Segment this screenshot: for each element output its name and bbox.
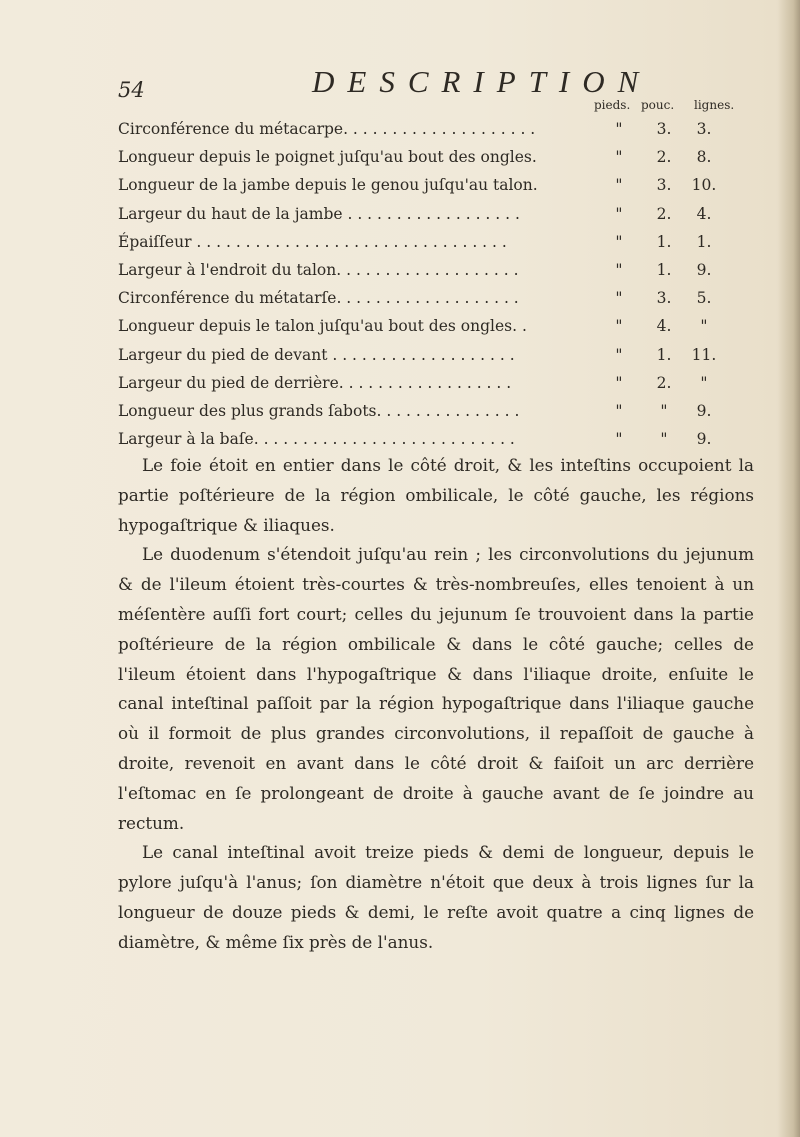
measurement-lines: 4. [696,204,712,223]
measurement-feet: " [615,401,623,420]
measurement-label: Largeur du pied de devant . . . . . . . . . . . . . . . . . . . [118,345,515,364]
measurement-row [118,171,758,199]
measurement-lines: 9. [696,260,712,279]
measurement-inches: 2. [656,148,672,167]
measurement-feet: " [615,176,623,195]
measurement-lines: " [700,317,708,336]
unit-feet-header: pieds. [594,98,631,112]
measurement-lines: 11. [691,345,717,364]
measurement-label: Circonférence du métatarſe. . . . . . . . . . . . . . . . . . . [118,289,519,308]
paragraph: Le duodenum s'étendoit juſqu'au rein ; les circonvolutions du jejunum & de l'ileum étoient très-courtes & très-nombreuſes, elles tenoient à un méſentère auſſi fort court; celles du jejunum ſe trouvoient dans la partie poſtérieure de la région ombilicale & dans le côté gauche; celles de l'ileum étoient dans l'hypogaſtrique & dans l'iliaque droite, enſuite le canal inteſtinal paſſoit par la région hypogaſtrique dans l'iliaque gauche où il formoit de plus grandes circonvolutions, il repaſſoit de gauche à droite, revenoit en avant dans le côté droit & faiſoit un arc derrière l'eſtomac en ſe prolongeant de droite à gauche avant de ſe joindre au rectum. [118,544,754,833]
measurement-row [118,397,758,425]
paragraph: Le foie étoit en entier dans le côté droit, & les inteſtins occupoient la partie poſtérieure de la région ombilicale, le côté gauche, les régions hypogaſtrique & iliaques. [118,455,754,535]
measurement-label: Largeur à la baſe. . . . . . . . . . . . . . . . . . . . . . . . . . . [118,430,515,449]
measurement-lines: " [700,373,708,392]
measurement-inches: 2. [656,373,672,392]
measurement-feet: " [615,430,623,449]
measurement-label: Longueur depuis le poignet juſqu'au bout des ongles. [118,148,537,167]
measurement-feet: " [615,289,623,308]
measurement-inches: 1. [656,232,672,251]
body-text [118,451,754,958]
measurement-row [118,143,758,171]
measurement-lines: 1. [696,232,712,251]
running-title: DESCRIPTION [312,64,652,99]
measurement-lines: 10. [691,176,717,195]
measurement-row [118,256,758,284]
measurement-feet: " [615,345,623,364]
measurement-feet: " [615,120,623,138]
page-edge-shadow [778,0,800,1137]
measurement-feet: " [615,260,623,279]
measurement-inches: " [660,401,668,420]
measurement-inches: 3. [656,289,672,308]
measurement-lines: 9. [696,401,712,420]
measurement-row [118,341,758,369]
measurement-feet: " [615,232,623,251]
measurement-inches: " [660,430,668,449]
measurement-inches: 2. [656,204,672,223]
unit-inches-header: pouc. [641,98,675,112]
measurement-feet: " [615,317,623,336]
measurement-inches: 3. [656,120,672,138]
measurement-label: Largeur du haut de la jambe . . . . . . . . . . . . . . . . . . [118,204,520,223]
measurement-label: Longueur depuis le talon juſqu'au bout des ongles. . [118,317,527,336]
measurement-label: Longueur de la jambe depuis le genou juſqu'au talon. [118,176,538,195]
measurement-label: Largeur du pied de derrière. . . . . . . . . . . . . . . . . . [118,373,512,392]
measurement-row [118,115,758,143]
measurement-inches: 3. [656,176,672,195]
measurement-table [118,115,758,453]
measurement-label: Circonférence du métacarpe. . . . . . . . . . . . . . . . . . . . [118,120,536,138]
page-number: 54 [118,78,145,102]
measurement-row [118,284,758,312]
measurement-lines: 3. [696,120,712,138]
measurement-feet: " [615,373,623,392]
measurement-row [118,228,758,256]
measurement-row [118,200,758,228]
measurement-lines: 8. [696,148,712,167]
measurement-inches: 1. [656,345,672,364]
measurement-label: Longueur des plus grands ſabots. . . . . . . . . . . . . . . [118,401,520,420]
measurement-inches: 4. [656,317,672,336]
measurement-inches: 1. [656,260,672,279]
paragraph: Le canal inteſtinal avoit treize pieds & demi de longueur, depuis le pylore juſqu'à l'anus; ſon diamètre n'étoit que deux à trois lignes ſur la longueur de douze pieds & demi, le reſte avoit quatre a cinq lignes de diamètre, & même ſix près de l'anus. [118,842,754,952]
measurement-row [118,369,758,397]
unit-lines-header: lignes. [694,98,735,112]
measurement-lines: 5. [696,289,712,308]
measurement-label: Épaiſſeur . . . . . . . . . . . . . . . . . . . . . . . . . . . . . . . . [118,232,507,251]
measurement-feet: " [615,148,623,167]
measurement-label: Largeur à l'endroit du talon. . . . . . . . . . . . . . . . . . . [118,260,519,279]
measurement-row [118,425,758,453]
measurement-row [118,312,758,340]
measurement-lines: 9. [696,430,712,449]
measurement-feet: " [615,204,623,223]
